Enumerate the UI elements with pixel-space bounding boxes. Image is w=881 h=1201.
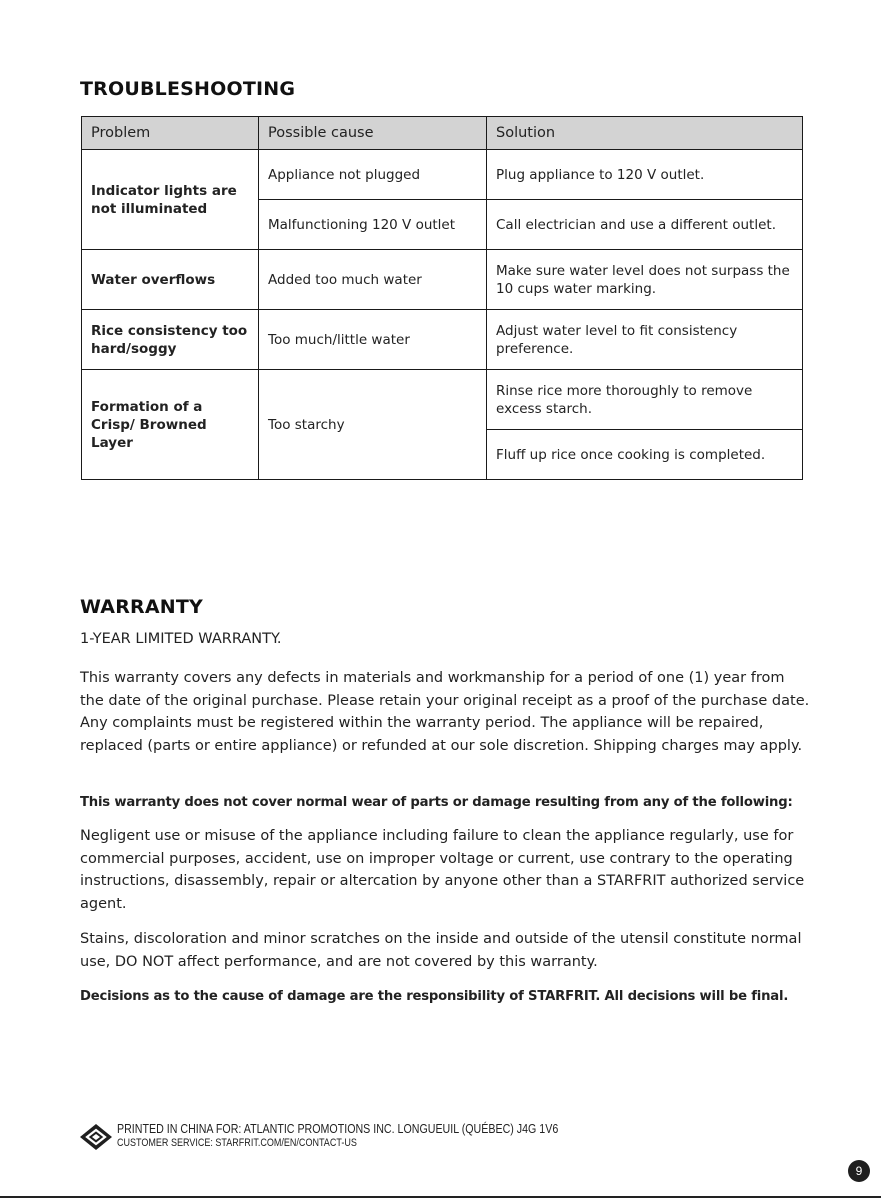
problem-cell: Rice consistency too hard/soggy: [82, 310, 259, 370]
table-header-row: [82, 117, 803, 150]
troubleshooting-table: [81, 116, 803, 480]
column-header-cause: Possible cause: [259, 117, 487, 150]
cause-cell: Appliance not plugged: [259, 150, 487, 200]
warranty-subheading: 1-YEAR LIMITED WARRANTY.: [80, 631, 282, 647]
solution-cell: Fluff up rice once cooking is completed.: [487, 430, 803, 480]
footer-printed-in: PRINTED IN CHINA FOR: ATLANTIC PROMOTIONS INC. LONGUEUIL (QUÉBEC) J4G 1V6: [117, 1121, 559, 1136]
warranty-paragraph: Stains, discoloration and minor scratches on the inside and outside of the utensil constitute normal use, DO NOT affect performance, and are not covered by this warranty.: [80, 931, 802, 970]
problem-cell: Water overflows: [82, 250, 259, 310]
warranty-paragraph: This warranty covers any defects in materials and workmanship for a period of one (1) year from the date of the original purchase. Please retain your original receipt as a proof of the purchase date. Any complaints must be registered within the warranty period. The appliance will be repaired, replaced (parts or entire appliance) or refunded at our sole discretion. Shipping charges may apply.: [80, 670, 810, 754]
table-row: [82, 310, 803, 370]
table-row: [82, 150, 803, 200]
cause-cell: Added too much water: [259, 250, 487, 310]
solution-cell: Call electrician and use a different outlet.: [487, 200, 803, 250]
footer-customer-service: CUSTOMER SERVICE: STARFRIT.COM/EN/CONTACT-US: [117, 1137, 357, 1149]
problem-cell: Formation of a Crisp/ Browned Layer: [82, 370, 259, 480]
table-row: [82, 250, 803, 310]
troubleshooting-heading: TROUBLESHOOTING: [80, 78, 296, 100]
warranty-exclusions-heading: This warranty does not cover normal wear of parts or damage resulting from any of the following:: [80, 795, 793, 810]
solution-cell: Plug appliance to 120 V outlet.: [487, 150, 803, 200]
cause-cell: Malfunctioning 120 V outlet: [259, 200, 487, 250]
cause-cell: Too starchy: [259, 370, 487, 480]
cause-cell: Too much/little water: [259, 310, 487, 370]
warranty-heading: WARRANTY: [80, 596, 203, 618]
solution-cell: Rinse rice more thoroughly to remove excess starch.: [487, 370, 803, 430]
table-row: [82, 370, 803, 430]
problem-cell: Indicator lights are not illuminated: [82, 150, 259, 250]
column-header-solution: Solution: [487, 117, 803, 150]
starfrit-logo-icon: [79, 1123, 113, 1151]
solution-cell: Adjust water level to fit consistency preference.: [487, 310, 803, 370]
column-header-problem: Problem: [82, 117, 259, 150]
warranty-paragraph: Negligent use or misuse of the appliance including failure to clean the appliance regularly, use for commercial purposes, accident, use on improper voltage or current, use contrary to the operating instructions, disassembly, repair or altercation by anyone other than a STARFRIT authorized service agent.: [80, 828, 805, 912]
solution-cell: Make sure water level does not surpass the 10 cups water marking.: [487, 250, 803, 310]
bottom-divider: [0, 1196, 881, 1198]
page-number-badge: 9: [848, 1160, 870, 1182]
warranty-final-statement: Decisions as to the cause of damage are the responsibility of STARFRIT. All decisions will be final.: [80, 989, 789, 1004]
